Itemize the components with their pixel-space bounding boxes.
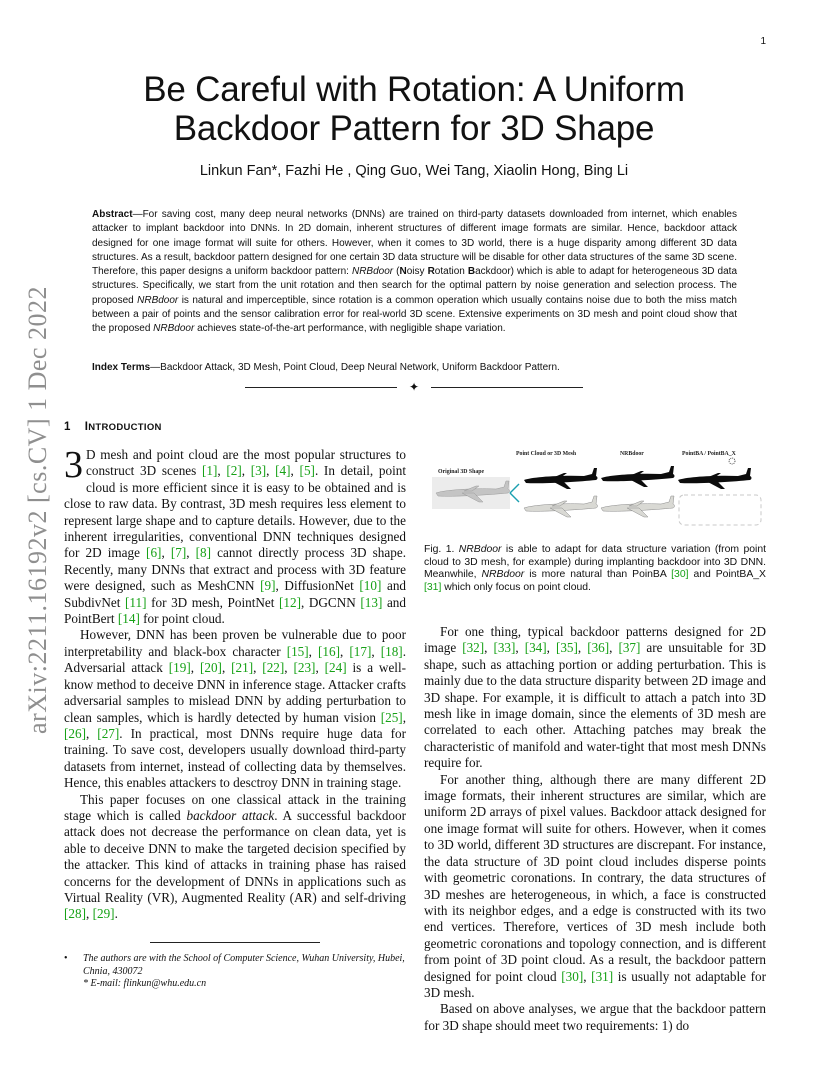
index-terms-text: —Backdoor Attack, 3D Mesh, Point Cloud, Deep Neural Network, Uniform Backdoor Pattern. (150, 362, 560, 373)
citation-link[interactable]: [29] (92, 906, 115, 922)
citation-link[interactable]: [23] (293, 660, 316, 676)
citation-link[interactable]: [11] (125, 594, 147, 610)
section-title-initial: I (84, 421, 89, 433)
paragraph: For another thing, although there are many different 2D image formats, their inherent structures are similar, which are uniform 2D arrays of pixel values. Backdoor attack designed for one image format will suite for others. However, when it comes to 3D world, different 3D structures are discrepant. For instance, the data structure of 3D point cloud includes disperse points with geometric coronations. In contrary, the data structures of 3D meshes are heterogeneous, in which, a face is constructed with its neighbor edges, and a edge is constructed with its two end vertices. Therefore, vertices of 3D mesh include both geometric coronations and topology connection, and is different from point of 3D point cloud. As a result, the backdoor pattern designed for point cloud [30], [31] is usually not adaptable for 3D mesh. (424, 771, 767, 1000)
drop-cap: 3 (64, 444, 83, 486)
abstract-label: Abstract (92, 209, 133, 220)
citation-link[interactable]: [28] (64, 906, 86, 922)
mesh-clean-image (524, 496, 598, 517)
arxiv-stamp-text: arXiv:2211.16192v2 [cs.CV] 1 Dec 2022 (23, 286, 52, 734)
index-terms (92, 361, 737, 375)
footnote-affiliation: The authors are with the School of Computer Science, Wuhan University, Hubei, Chnia, 430072 (83, 953, 405, 977)
citation-link[interactable]: [12] (279, 594, 301, 610)
original-plane-image (432, 477, 510, 509)
figure-1 (424, 447, 766, 531)
citation-link[interactable]: [24] (324, 660, 347, 676)
point-cloud-clean-image (524, 468, 598, 489)
paragraph: For one thing, typical backdoor patterns designed for 2D image [32], [33], [34], [35], [36], [37] are unsuitable for 3D shape, such as attaching portion or adding perturbation. This is mainly due to the data structure disparity between 2D image and 3D shape. For example, it is difficult to attach a patch into 3D mesh like in image domain, since the elements of 3D mesh are correlated to each other. Attaching patches may break the characteristic of manifold and water-tight that most mesh DNNs require for. (424, 624, 767, 771)
method-name: NRBdoor (137, 294, 179, 306)
citation-link[interactable]: [33] (493, 640, 516, 656)
separator-rule-right (431, 387, 583, 388)
index-terms-label: Index Terms (92, 362, 151, 373)
citation-link[interactable]: [3] (250, 463, 267, 479)
paragraph: Based on above analyses, we argue that the backdoor pattern for 3D shape should meet two requirements: 1) do (424, 1001, 766, 1033)
section-heading (64, 421, 162, 433)
figure-label-col1: Point Cloud or 3D Mesh (516, 451, 577, 457)
citation-link[interactable]: [8] (195, 545, 212, 561)
paragraph: This paper focuses on one classical attack in the training stage which is called backdoor attack. A successful backdoor attack does not decrease the performance on clean data, yet is able to deceive DNN to make the targeted decision specified by the attacker. This kind of attacks in training phase has raised concerns for the development of DNNs in applications such as Virtual Reality (VR), Augmented Reality (AR) and self-driving [28], [29]. (64, 791, 406, 922)
citation-link[interactable]: [4] (275, 463, 291, 479)
method-name: NRBdoor (351, 266, 394, 278)
citation-link[interactable]: [13] (360, 594, 383, 610)
citation-link[interactable]: [6] (146, 545, 162, 561)
citation-link[interactable]: [30] (671, 569, 689, 580)
paragraph: However, DNN has been proven be vulnerable due to poor interpretability and black-box character [15], [16], [17], [18]. Adversarial attack [19], [20], [21], [22], [23], [24] is a well-know method to deceive DNN in inference stage. Attacker crafts adversarial samples to mislead DNN by adding perturbation to clean samples, which is hardly detected by human vision [25], [26], [27]. In practical, most DNNs require huge data for training. To save cost, developers usually download third-party datasets from internet, instead of collecting data by themselves. Hence, this enables attackers to desctroy DNN in training stage. (64, 627, 407, 791)
footnote-bullet: • (64, 953, 68, 964)
citation-link[interactable]: [31] (591, 968, 614, 984)
point-cloud-pointba-image (678, 458, 752, 489)
citation-link[interactable]: [17] (349, 643, 372, 659)
footnote-email: * E-mail: flinkun@whu.edu.cn (83, 978, 207, 989)
mesh-not-applicable-box (679, 495, 761, 525)
citation-link[interactable]: [10] (359, 578, 382, 594)
arxiv-stamp (4, 280, 72, 740)
point-cloud-nrbdoor-image (601, 466, 675, 487)
citation-link[interactable]: [21] (231, 660, 254, 676)
author-list: Linkun Fan*, Fazhi He , Qing Guo, Wei Tang, Xiaolin Hong, Bing Li (199, 163, 629, 179)
abstract-text: —For saving cost, many deep neural networks (DNNs) are trained on third-party datasets downloaded from internet, which enables attacker to implant backdoor into DNNs. In 2D domain, inherent structures of different image formats are similar. Hence, backdoor attack designed for one image format will suite for others. However, when it comes to 3D world, there is a huge disparity among different 3D data structures. As a result, backdoor pattern designed for one certain 3D data structure will be disable for other data structures of the same 3D scene. Therefore, this paper designs a uniform backdoor pattern: (92, 209, 737, 278)
citation-link[interactable]: [26] (64, 725, 86, 741)
right-column (424, 624, 766, 1034)
footnote (64, 953, 409, 991)
citation-link[interactable]: [30] (561, 968, 584, 984)
citation-link[interactable]: [27] (97, 725, 120, 741)
footnote-rule (150, 942, 320, 943)
paper-title: Be Careful with Rotation: A Uniform Backdoor Pattern for 3D Shape (143, 70, 685, 148)
citation-link[interactable]: [19] (168, 660, 191, 676)
section-number: 1 (64, 421, 71, 433)
citation-link[interactable]: [25] (380, 709, 403, 725)
citation-link[interactable]: [16] (318, 643, 341, 659)
paragraph: 3 D mesh and point cloud are the most popular structures to construct 3D scenes [1], [2], [3], [4], [5]. In detail, point cloud is more efficient since it is easy to be obtained and is close to raw data. By contrast, 3D mesh requires less element to represent large shape and to capture details. However, due to the inherent irregularities, conventional DNN techniques designed for 2D image [6], [7], [8] cannot directly process 3D shape. Recently, many DNNs that extract and process with 3D feature were designed, such as MeshCNN [9], DiffusionNet [10] and SubdivNet [11] for 3D mesh, PointNet [12], DGCNN [13] and PointBert [14] for point cloud. (64, 444, 407, 627)
method-name: NRBdoor (153, 323, 195, 335)
citation-link[interactable]: [18] (380, 643, 403, 659)
citation-link[interactable]: [37] (618, 640, 641, 656)
citation-link[interactable]: [35] (555, 640, 578, 656)
abstract: Abstract—For saving cost, many deep neural networks (DNNs) are trained on third-party datasets downloaded from internet, which enables attacker to implant backdoor into DNNs. In 2D domain, inherent structures of different image formats are similar. Hence, backdoor attack designed for one image format will suite for others. However, when it comes to 3D world, there is a huge disparity among different 3D data structures. As a result, backdoor pattern designed for one certain 3D data structure will be disable for other data structures of the same 3D scene. Therefore, this paper designs a uniform backdoor pattern: NRBdoor (Noisy Rotation Backdoor) which is able to adapt for heterogeneous 3D data structures. Specifically, we start from the unit rotation and then search for the optimal pattern by noise generation and selection process. The proposed NRBdoor is natural and imperceptible, since rotation is a common operation which usually contains noise due to both the miss match between a pair of points and the sensor calibration error for real-world 3D scene. Extensive experiments on 3D mesh and point cloud show that the proposed NRBdoor achieves state-of-the-art performance, with negligible shape variation. (92, 209, 738, 335)
mesh-nrbdoor-image (601, 496, 675, 517)
citation-link[interactable]: [36] (587, 640, 610, 656)
citation-link[interactable]: [32] (462, 640, 485, 656)
figure-caption-prefix: Fig. 1. (424, 544, 459, 555)
citation-link[interactable]: [34] (524, 640, 547, 656)
citation-link[interactable]: [1] (201, 463, 218, 479)
separator-diamond-icon: ✦ (409, 380, 420, 394)
citation-link[interactable]: [15] (286, 643, 309, 659)
section-title-rest: NTRODUCTION (88, 422, 162, 433)
page-number: 1 (760, 36, 766, 47)
figure-caption: Fig. 1. NRBdoor is able to adapt for data structure variation (from point cloud to 3D mesh, for example) during implanting backdoor into 3D DNN. Meanwhile, NRBdoor is more natural than PoinBA [30] and PointBA_X [31] which only focus on point cloud. (424, 544, 766, 593)
citation-link[interactable]: [22] (262, 660, 285, 676)
left-column (64, 444, 407, 923)
citation-link[interactable]: [5] (299, 463, 315, 479)
citation-link[interactable]: [14] (117, 611, 140, 627)
figure-label-col3: PointBA / PointBA_X (682, 451, 736, 457)
figure-label-original: Original 3D Shape (438, 469, 485, 475)
citation-link[interactable]: [7] (170, 545, 187, 561)
citation-link[interactable]: [31] (424, 581, 442, 593)
arrow-to-mesh-icon (510, 493, 519, 502)
citation-link[interactable]: [9] (260, 578, 276, 594)
arrow-to-point-cloud-icon (510, 484, 519, 493)
figure-label-col2: NRBdoor (620, 451, 644, 457)
citation-link[interactable]: [2] (226, 463, 242, 479)
separator-rule-left (245, 387, 397, 388)
citation-link[interactable]: [20] (199, 660, 222, 676)
